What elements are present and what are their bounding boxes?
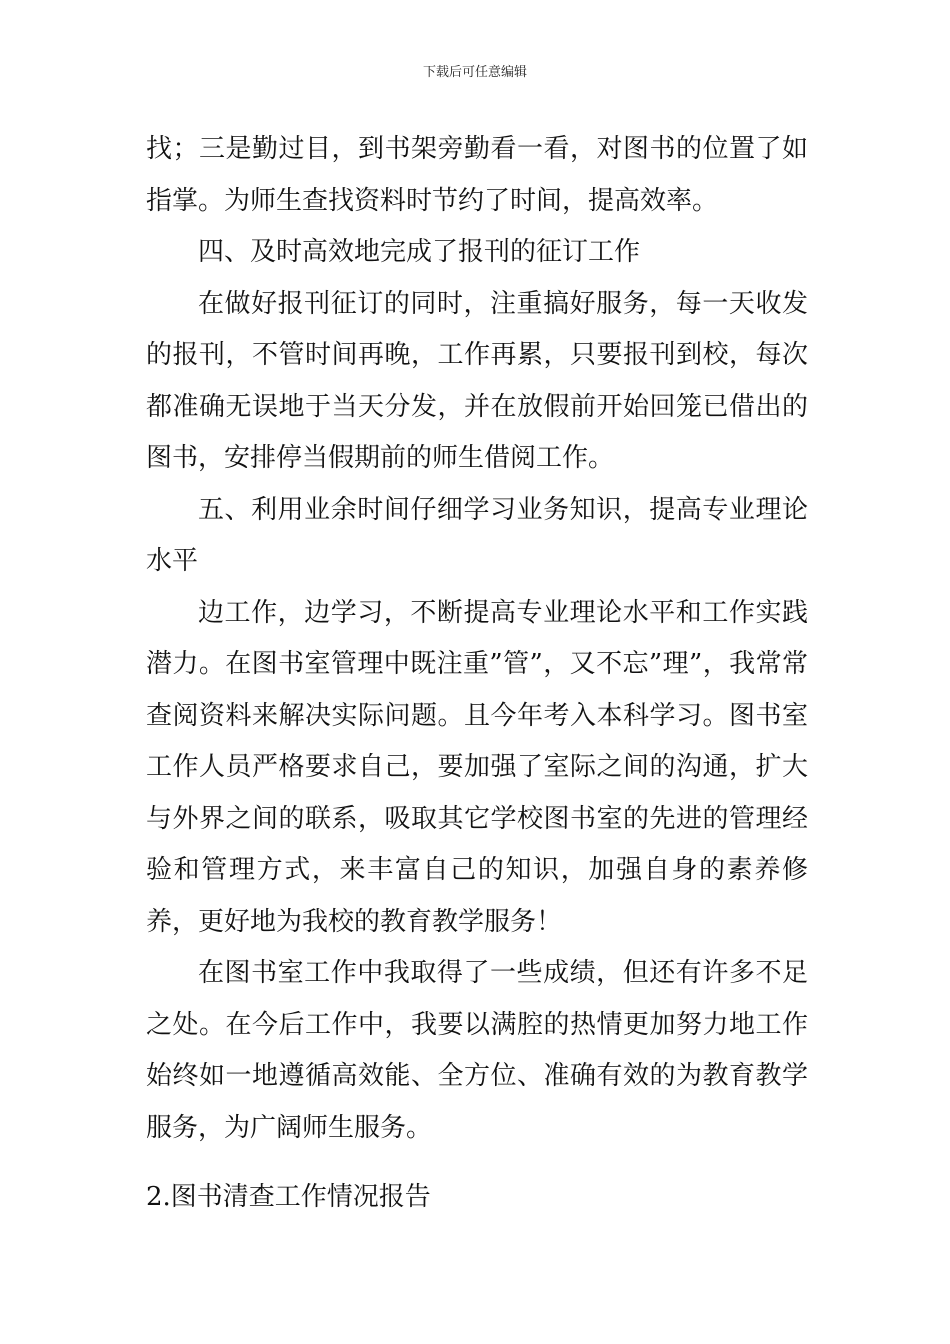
paragraph-continuation: 找；三是勤过目，到书架旁勤看一看，对图书的位置了如指掌。为师生查找资料时节约了时间，提高效率。	[146, 134, 808, 216]
paragraph-study: 边工作，边学习，不断提高专业理论水平和工作实践潜力。在图书室管理中既注重”管”，又不忘”理”，我常常查阅资料来解决实际问题。且今年考入本科学习。图书室工作人员严格要求自己，要加强了室际之间的沟通，扩大与外界之间的联系，吸取其它学校图书室的先进的管理经验和管理方式，来丰富自己的知识，加强自身的素养修养，更好地为我校的教育教学服务！	[146, 597, 808, 937]
heading-item-four: 四、及时高效地完成了报刊的征订工作	[198, 237, 641, 267]
page-header: 下载后可任意编辑	[422, 65, 527, 80]
heading-item-five: 五、利用业余时间仔细学习业务知识，提高专业理论水平	[146, 494, 808, 576]
section-title: 2.图书清查工作情况报告	[146, 1182, 431, 1212]
paragraph-summary: 在图书室工作中我取得了一些成绩，但还有许多不足之处。在今后工作中，我要以满腔的热情更加努力地工作始终如一地遵循高效能、全方位、准确有效的为教育教学服务，为广阔师生服务。	[146, 958, 808, 1143]
document-body	[146, 124, 808, 1154]
paragraph-periodicals: 在做好报刊征订的同时，注重搞好服务，每一天收发的报刊，不管时间再晚，工作再累，只要报刊到校，每次都准确无误地于当天分发，并在放假前开始回笼已借出的图书，安排停当假期前的师生借阅工作。	[146, 288, 808, 473]
